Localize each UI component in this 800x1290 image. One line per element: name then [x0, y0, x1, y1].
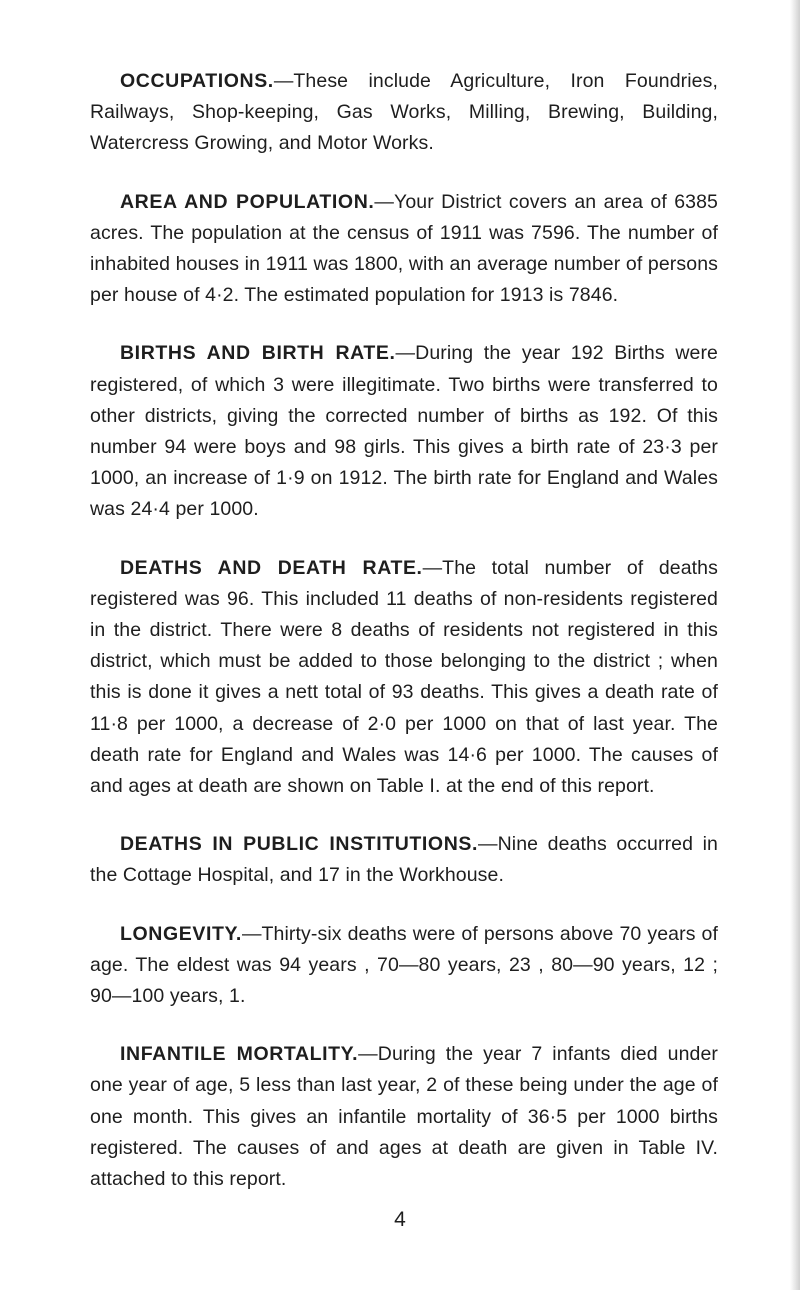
paragraph-public-institutions	[90, 829, 718, 891]
paragraph-occupations	[90, 66, 718, 160]
heading-occupations: OCCUPATIONS.	[120, 70, 274, 92]
body-public-institutions: —Nine deaths occurred in the Cottage Hospital, and 17 in the Workhouse.	[90, 833, 718, 887]
document-page	[90, 66, 718, 1222]
heading-births: BIRTHS AND BIRTH RATE.	[120, 342, 396, 365]
page-edge-shadow	[790, 0, 800, 1290]
heading-infantile-mortality: INFANTILE MORTALITY.	[120, 1043, 359, 1066]
paragraph-births	[90, 338, 718, 525]
body-area-population: —Your District covers an area of 6385 acres. The population at the census of 1911 was 7596. The number of inhabited houses in 1911 was 1800, with an average number of persons per house of 4·2. The estimated population for 1913 is 7846.	[90, 190, 718, 307]
body-infantile-mortality: —During the year 7 infants died under one year of age, 5 less than last year, 2 of these being under the age of one month. This gives an infantile mortality of 36·5 per 1000 births registered. The causes of and ages at death are given in Table IV. attached to this report.	[90, 1043, 718, 1191]
body-births: —During the year 192 Births were registered, of which 3 were illegitimate. Two births were transferred to other districts, giving the corrected number of births as 192. Of this number 94 were boys and 98 girls. This gives a birth rate of 23·3 per 1000, an increase of 1·9 on 1912. The birth rate for England and Wales was 24·4 per 1000.	[90, 342, 719, 521]
heading-deaths: DEATHS AND DEATH RATE.	[120, 556, 423, 579]
paragraph-infantile-mortality	[90, 1039, 718, 1195]
paragraph-deaths	[90, 553, 718, 803]
paragraph-longevity	[90, 919, 718, 1013]
heading-public-institutions: DEATHS IN PUBLIC INSTITUTIONS.	[120, 833, 479, 856]
paragraph-area-population	[90, 187, 718, 312]
body-occupations: —These include Agriculture, Iron Foundries, Railways, Shop-keeping, Gas Works, Milling, Brewing, Building, Watercress Growing, and Motor Works.	[90, 70, 718, 155]
heading-longevity: LONGEVITY.	[120, 922, 242, 945]
heading-area-population: AREA AND POPULATION.	[120, 190, 375, 213]
body-deaths: —The total number of deaths registered was 96. This included 11 deaths of non-residents registered in the district. There were 8 deaths of residents not registered in this district, which must be added to those belonging to the district ; when this is done it gives a nett total of 93 deaths. This gives a death rate of 11·8 per 1000, a decrease of 2·0 per 1000 on that of last year. The death rate for England and Wales was 14·6 per 1000. The causes of and ages at death are shown on Table I. at the end of this report.	[90, 556, 718, 798]
page-number: 4	[394, 1208, 406, 1231]
body-longevity: —Thirty-six deaths were of persons above 70 years of age. The eldest was 94 years , 70—80 years, 23 , 80—90 years, 12 ; 90—100 years, 1.	[90, 922, 718, 1008]
